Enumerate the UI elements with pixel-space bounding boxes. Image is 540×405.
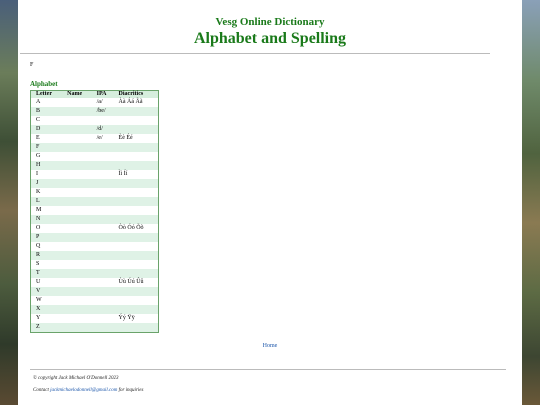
contact-prefix: Contact [33, 388, 49, 393]
home-link[interactable]: Home [262, 343, 278, 349]
cell-name [62, 125, 91, 134]
cell-name [62, 143, 91, 152]
table-header-row [31, 91, 159, 99]
cell-name [62, 107, 91, 116]
cell-letter: N [31, 215, 63, 224]
cell-letter: K [31, 188, 63, 197]
alphabet-table [30, 90, 159, 333]
cell-ipa [92, 215, 114, 224]
table-row [31, 134, 159, 143]
footer-copyright: © copyright Jack Michael O'Donnell 2023 [33, 376, 119, 381]
cell-ipa [92, 251, 114, 260]
cell-name [62, 269, 91, 278]
column-header-letter: Letter [31, 91, 63, 99]
cell-diacritics [114, 251, 159, 260]
cell-letter: S [31, 260, 63, 269]
cell-diacritics [114, 287, 159, 296]
cell-letter: P [31, 233, 63, 242]
cell-name [62, 233, 91, 242]
table-row [31, 287, 159, 296]
cell-name [62, 224, 91, 233]
cell-ipa [92, 305, 114, 314]
cell-ipa [92, 152, 114, 161]
page-container [18, 0, 522, 405]
cell-name [62, 215, 91, 224]
table-row [31, 323, 159, 333]
cell-diacritics [114, 323, 159, 333]
background-painting-left [0, 0, 18, 405]
cell-name [62, 188, 91, 197]
cell-ipa [92, 206, 114, 215]
email-link[interactable]: jackmichaelodonnell@gmail.com [50, 388, 118, 393]
table-row [31, 98, 159, 107]
cell-letter: U [31, 278, 63, 287]
cell-ipa [92, 314, 114, 323]
header [18, 0, 522, 49]
cell-diacritics [114, 215, 159, 224]
cell-letter: Q [31, 242, 63, 251]
table-row [31, 197, 159, 206]
background-painting-right [522, 0, 540, 405]
cell-letter: Y [31, 314, 63, 323]
cell-ipa [92, 143, 114, 152]
cell-name [62, 287, 91, 296]
contact-suffix: for inquiries [118, 388, 144, 393]
cell-diacritics [114, 233, 159, 242]
cell-name [62, 242, 91, 251]
table-row [31, 224, 159, 233]
cell-letter: A [31, 98, 63, 107]
table-row [31, 179, 159, 188]
cell-ipa [92, 269, 114, 278]
table-row [31, 152, 159, 161]
cell-ipa [92, 242, 114, 251]
cell-diacritics: Èè Éé [114, 134, 159, 143]
cell-name [62, 98, 91, 107]
cell-name [62, 161, 91, 170]
cell-diacritics: Ýý Ÿÿ [114, 314, 159, 323]
cell-letter: E [31, 134, 63, 143]
cell-letter: H [31, 161, 63, 170]
cell-letter: Z [31, 323, 63, 333]
cell-ipa: /a/ [92, 98, 114, 107]
column-header-ipa: IPA [92, 91, 114, 99]
cell-name [62, 170, 91, 179]
table-row [31, 251, 159, 260]
cell-ipa [92, 116, 114, 125]
cell-letter: O [31, 224, 63, 233]
cell-name [62, 296, 91, 305]
cell-ipa [92, 170, 114, 179]
cell-diacritics [114, 206, 159, 215]
cell-letter: B [31, 107, 63, 116]
cell-diacritics [114, 116, 159, 125]
table-row [31, 188, 159, 197]
cell-letter: M [31, 206, 63, 215]
alphabet-table-body [31, 98, 159, 333]
site-name: Vesg Online Dictionary [215, 16, 325, 28]
column-header-name: Name [62, 91, 91, 99]
header-divider [20, 53, 490, 54]
cell-ipa [92, 197, 114, 206]
table-row [31, 260, 159, 269]
cell-diacritics [114, 242, 159, 251]
table-row [31, 242, 159, 251]
table-row [31, 161, 159, 170]
cell-name [62, 179, 91, 188]
cell-name [62, 197, 91, 206]
cell-diacritics [114, 188, 159, 197]
cell-ipa [92, 224, 114, 233]
cell-diacritics [114, 179, 159, 188]
cell-diacritics [114, 152, 159, 161]
cell-ipa [92, 179, 114, 188]
table-row [31, 206, 159, 215]
cell-name [62, 305, 91, 314]
cell-ipa [92, 233, 114, 242]
cell-name [62, 116, 91, 125]
footer-contact [33, 388, 143, 393]
cell-letter: V [31, 287, 63, 296]
cell-name [62, 323, 91, 333]
table-row [31, 107, 159, 116]
cell-diacritics [114, 161, 159, 170]
cell-name [62, 152, 91, 161]
table-row [31, 215, 159, 224]
table-row [31, 116, 159, 125]
cell-ipa [92, 278, 114, 287]
table-row [31, 143, 159, 152]
cell-diacritics [114, 125, 159, 134]
cell-ipa [92, 287, 114, 296]
cell-letter: J [31, 179, 63, 188]
cell-letter: R [31, 251, 63, 260]
table-row [31, 233, 159, 242]
cell-ipa [92, 188, 114, 197]
footer-divider [30, 369, 506, 370]
page-title: Alphabet and Spelling [193, 30, 347, 47]
cell-letter: C [31, 116, 63, 125]
cell-diacritics: Òò Óó Õõ [114, 224, 159, 233]
cell-name [62, 134, 91, 143]
cell-diacritics [114, 197, 159, 206]
section-heading-alphabet: Alphabet [30, 80, 58, 88]
letter-marker: F [30, 62, 34, 68]
cell-diacritics [114, 296, 159, 305]
cell-letter: X [31, 305, 63, 314]
cell-ipa [92, 260, 114, 269]
cell-diacritics: Ìì Íí [114, 170, 159, 179]
table-row [31, 269, 159, 278]
table-row [31, 170, 159, 179]
cell-name [62, 206, 91, 215]
table-row [31, 314, 159, 323]
cell-ipa [92, 323, 114, 333]
cell-diacritics [114, 143, 159, 152]
cell-name [62, 251, 91, 260]
cell-ipa [92, 296, 114, 305]
cell-diacritics: Àà Áá Ãã [114, 98, 159, 107]
cell-ipa: /be/ [92, 107, 114, 116]
table-row [31, 125, 159, 134]
cell-diacritics: Ùù Úú Ûû [114, 278, 159, 287]
cell-ipa: /e/ [92, 134, 114, 143]
cell-letter: G [31, 152, 63, 161]
cell-ipa [92, 161, 114, 170]
cell-diacritics [114, 107, 159, 116]
cell-ipa: /d/ [92, 125, 114, 134]
cell-name [62, 278, 91, 287]
table-row [31, 296, 159, 305]
column-header-diacritics: Diacritics [114, 91, 159, 99]
cell-diacritics [114, 305, 159, 314]
cell-diacritics [114, 260, 159, 269]
cell-letter: W [31, 296, 63, 305]
cell-letter: D [31, 125, 63, 134]
cell-name [62, 260, 91, 269]
cell-letter: F [31, 143, 63, 152]
cell-letter: I [31, 170, 63, 179]
cell-name [62, 314, 91, 323]
cell-letter: L [31, 197, 63, 206]
table-row [31, 305, 159, 314]
table-row [31, 278, 159, 287]
cell-diacritics [114, 269, 159, 278]
cell-letter: T [31, 269, 63, 278]
